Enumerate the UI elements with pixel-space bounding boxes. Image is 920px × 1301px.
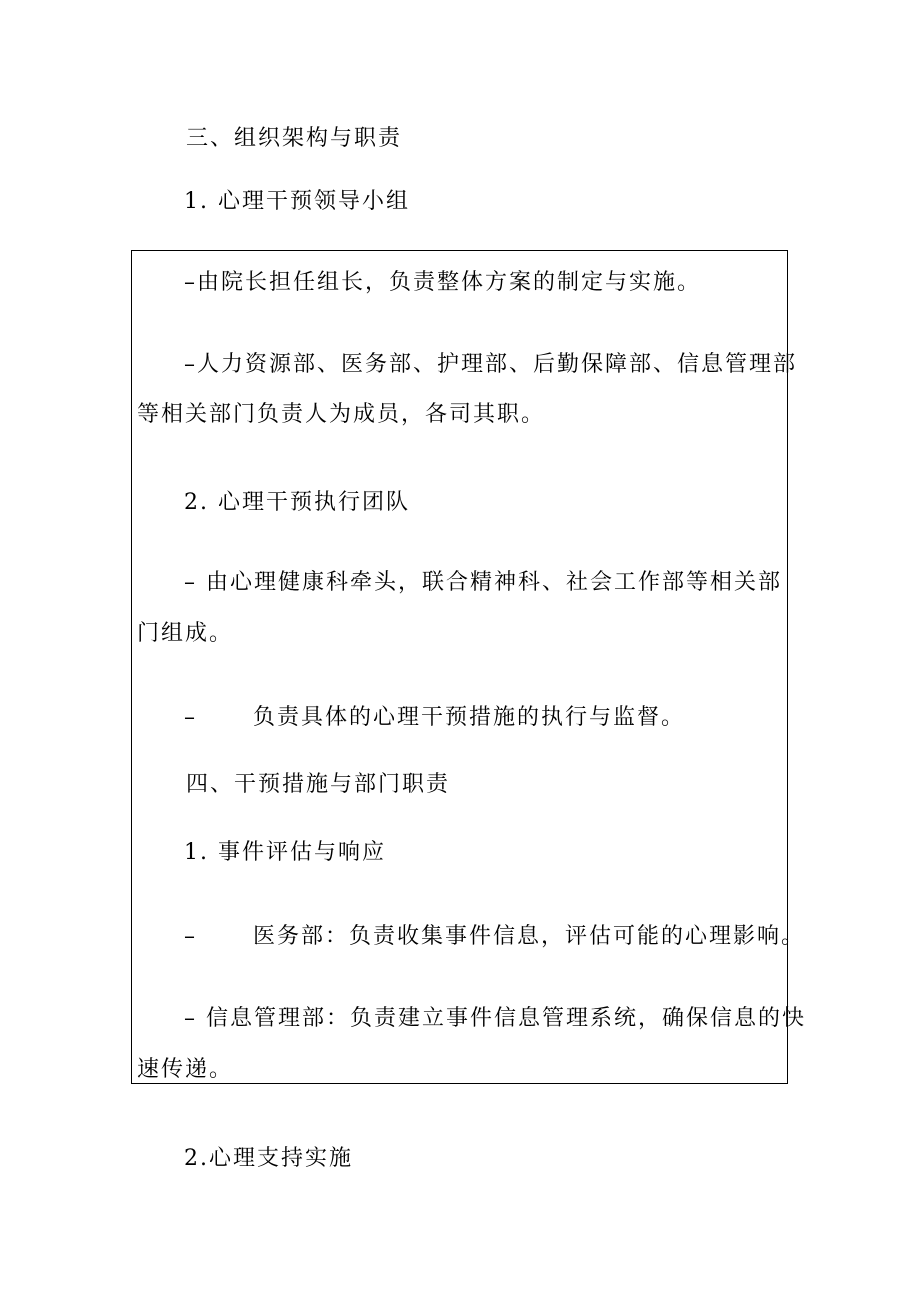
section-heading-organization: 三、组织架构与职责 (186, 126, 403, 151)
subheading-execution-team: 2. 心理干预执行团队 (184, 490, 410, 515)
list-item-info-dept-line1: – 信息管理部：负责建立事件信息管理系统，确保信息的快 (184, 1006, 806, 1031)
subheading-leadership-group: 1. 心理干预领导小组 (184, 189, 410, 214)
subheading-event-assessment: 1. 事件评估与响应 (184, 840, 386, 865)
list-item-medical-dept (184, 922, 805, 952)
list-item-members-line1: –人力资源部、医务部、护理部、后勤保障部、信息管理部 (184, 352, 798, 377)
list-item-leader: –由院长担任组长，负责整体方案的制定与实施。 (184, 270, 702, 295)
subheading-psychological-support: 2.心理支持实施 (184, 1146, 353, 1171)
list-item-members-line2: 等相关部门负责人为成员，各司其职。 (137, 402, 546, 427)
section-heading-measures: 四、干预措施与部门职责 (186, 772, 451, 797)
list-item-responsibility (184, 703, 685, 733)
list-item-text: 医务部：负责收集事件信息，评估可能的心理影响。 (253, 924, 806, 949)
list-item-text: 负责具体的心理干预措施的执行与监督。 (253, 705, 686, 730)
list-item-team-line1: – 由心理健康科牵头，联合精神科、社会工作部等相关部 (184, 570, 782, 595)
list-dash: – (184, 705, 197, 730)
list-item-info-dept-line2: 速传递。 (137, 1057, 234, 1082)
list-item-team-line2: 门组成。 (137, 621, 234, 646)
list-dash: – (184, 924, 197, 949)
